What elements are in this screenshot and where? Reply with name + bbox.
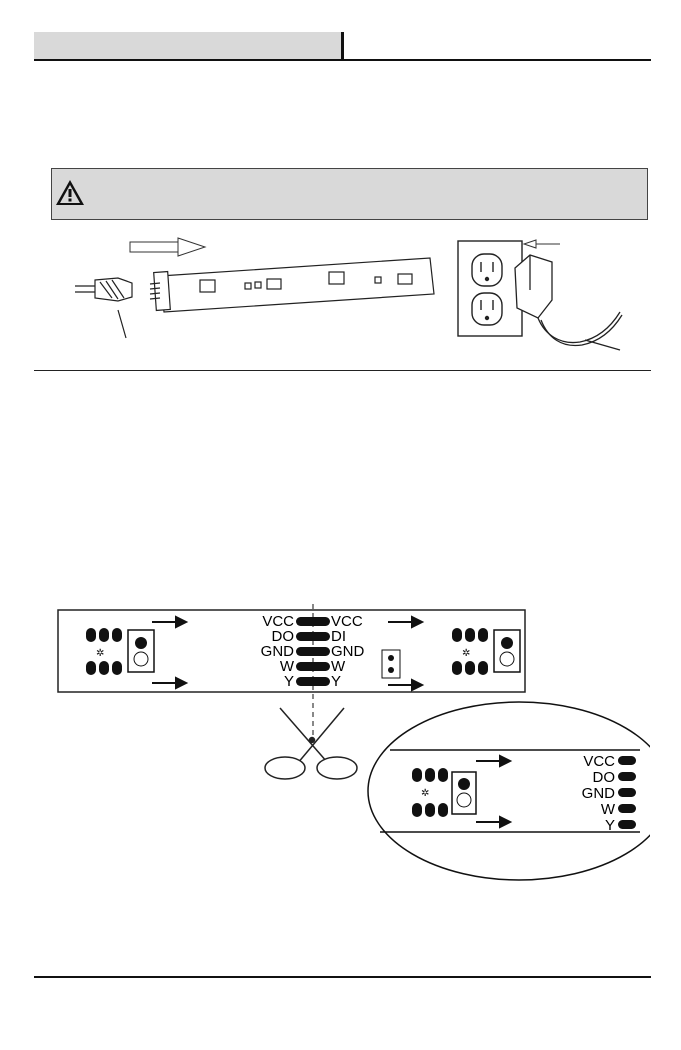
svg-text:✲: ✲	[421, 788, 430, 799]
zoom-label-gnd: GND	[581, 785, 615, 802]
pad-label-left-do: DO	[271, 628, 294, 645]
pad-label-right-y: Y	[331, 673, 342, 690]
pad-label-left-w: W	[279, 658, 294, 675]
zoom-label-y: Y	[604, 817, 615, 834]
pad-label-right-w: W	[331, 658, 346, 675]
pad-label-left-vcc: VCC	[262, 613, 294, 630]
plug-connector-icon	[75, 278, 132, 338]
power-outlet-icon	[458, 241, 522, 336]
cut-diagram	[40, 600, 650, 890]
push-arrow-icon	[130, 238, 205, 256]
section-divider	[34, 370, 651, 371]
footer-rule	[34, 976, 651, 978]
header-rule	[34, 59, 651, 61]
pad-label-right-vcc: VCC	[331, 613, 363, 630]
zoom-bubble	[368, 702, 650, 880]
pad-label-left-y: Y	[283, 673, 294, 690]
svg-text:✲: ✲	[96, 648, 105, 659]
pad-label-right-di: DI	[331, 628, 346, 645]
pad-label-right-gnd: GND	[331, 643, 365, 660]
arrow-to-outlet-icon	[524, 240, 560, 248]
power-adapter-icon	[515, 255, 622, 350]
led-strip-piece	[150, 258, 434, 312]
svg-text:✲: ✲	[462, 648, 471, 659]
warning-triangle-icon	[55, 179, 85, 206]
header-tab	[34, 32, 344, 60]
warning-box	[51, 168, 648, 220]
scissors-icon	[265, 708, 357, 779]
pad-label-left-gnd: GND	[260, 643, 294, 660]
zoom-label-w: W	[600, 801, 615, 818]
zoom-label-do: DO	[592, 769, 615, 786]
zoom-label-vcc: VCC	[583, 753, 615, 770]
connection-illustration	[60, 232, 640, 352]
